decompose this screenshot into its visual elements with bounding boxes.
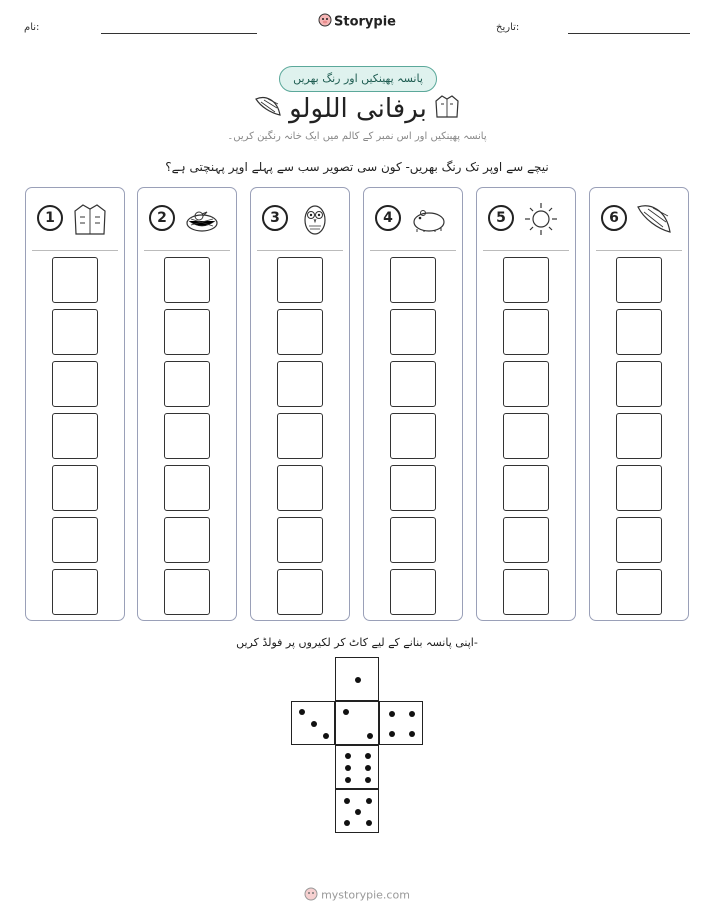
color-box[interactable] bbox=[52, 517, 98, 563]
die-face-2 bbox=[335, 701, 379, 745]
column-number: 2 bbox=[149, 205, 175, 231]
column-divider bbox=[596, 250, 682, 251]
column-1 bbox=[25, 187, 125, 621]
column-2 bbox=[137, 187, 237, 621]
color-box[interactable] bbox=[277, 309, 323, 355]
pig-icon bbox=[304, 886, 318, 905]
date-line[interactable] bbox=[568, 33, 690, 34]
column-divider bbox=[257, 250, 343, 251]
lemming-icon bbox=[408, 201, 448, 237]
column-number: 4 bbox=[375, 205, 401, 231]
die-pip bbox=[323, 733, 329, 739]
die-pip bbox=[344, 798, 350, 804]
color-box[interactable] bbox=[616, 517, 662, 563]
jacket-icon bbox=[433, 92, 461, 127]
column-5 bbox=[476, 187, 576, 621]
die-pip bbox=[345, 765, 351, 771]
die-pip bbox=[344, 820, 350, 826]
sun-icon bbox=[521, 201, 561, 237]
column-divider bbox=[144, 250, 230, 251]
color-box[interactable] bbox=[390, 465, 436, 511]
color-box[interactable] bbox=[164, 465, 210, 511]
color-box[interactable] bbox=[503, 465, 549, 511]
die-pip bbox=[409, 711, 415, 717]
column-number: 5 bbox=[488, 205, 514, 231]
column-4 bbox=[363, 187, 463, 621]
color-box[interactable] bbox=[616, 465, 662, 511]
color-box[interactable] bbox=[616, 361, 662, 407]
column-divider bbox=[370, 250, 456, 251]
owl-icon bbox=[295, 201, 335, 237]
color-box[interactable] bbox=[277, 569, 323, 615]
column-divider bbox=[32, 250, 118, 251]
die-pip bbox=[365, 777, 371, 783]
color-box[interactable] bbox=[277, 257, 323, 303]
die-face-5 bbox=[335, 789, 379, 833]
column-number: 6 bbox=[601, 205, 627, 231]
color-box[interactable] bbox=[277, 361, 323, 407]
die-pip bbox=[389, 711, 395, 717]
color-box[interactable] bbox=[390, 413, 436, 459]
die-pip bbox=[311, 721, 317, 727]
color-box[interactable] bbox=[277, 413, 323, 459]
die-pip bbox=[409, 731, 415, 737]
die-pip bbox=[365, 753, 371, 759]
color-box[interactable] bbox=[503, 413, 549, 459]
column-number: 3 bbox=[262, 205, 288, 231]
die-pip bbox=[355, 809, 361, 815]
wing-icon bbox=[634, 201, 674, 237]
color-box[interactable] bbox=[616, 309, 662, 355]
footer-url[interactable]: mystorypie.com bbox=[321, 888, 410, 902]
page-title bbox=[0, 92, 714, 127]
die-face-4 bbox=[379, 701, 423, 745]
color-box[interactable] bbox=[616, 413, 662, 459]
pig-icon bbox=[318, 12, 332, 32]
column-6 bbox=[589, 187, 689, 621]
color-box[interactable] bbox=[390, 361, 436, 407]
color-box[interactable] bbox=[52, 413, 98, 459]
column-divider bbox=[483, 250, 569, 251]
die-pip bbox=[345, 777, 351, 783]
die-pip bbox=[345, 753, 351, 759]
die-pip bbox=[343, 709, 349, 715]
wing-icon bbox=[253, 93, 283, 126]
brand-name: Storypie bbox=[334, 14, 396, 30]
die-face-1 bbox=[335, 657, 379, 701]
fold-instruction: اپنی پانسہ بنانے کے لیے کاٹ کر لکیروں پر فولڈ کریں- bbox=[236, 636, 478, 649]
name-label: نام: bbox=[24, 22, 40, 33]
color-box[interactable] bbox=[164, 361, 210, 407]
column-3 bbox=[250, 187, 350, 621]
die-face-3 bbox=[291, 701, 335, 745]
color-box[interactable] bbox=[390, 569, 436, 615]
color-box[interactable] bbox=[52, 361, 98, 407]
title-text: برفانی اللولو bbox=[289, 94, 427, 124]
name-line[interactable] bbox=[101, 33, 257, 34]
color-box[interactable] bbox=[503, 569, 549, 615]
footer bbox=[0, 886, 714, 905]
color-box[interactable] bbox=[390, 517, 436, 563]
color-box[interactable] bbox=[164, 517, 210, 563]
column-number: 1 bbox=[37, 205, 63, 231]
date-label: تاریخ: bbox=[496, 22, 520, 33]
nest-icon bbox=[182, 201, 222, 237]
color-box[interactable] bbox=[164, 309, 210, 355]
die-pip bbox=[366, 820, 372, 826]
subtitle: پانسہ پھینکیں اور اس نمبر کے کالم میں ایک خانہ رنگین کریں۔ bbox=[227, 131, 487, 142]
die-pip bbox=[365, 765, 371, 771]
color-box[interactable] bbox=[616, 257, 662, 303]
activity-tag: پانسہ پھینکیں اور رنگ بھریں bbox=[279, 66, 437, 92]
die-pip bbox=[366, 798, 372, 804]
color-box[interactable] bbox=[277, 517, 323, 563]
die-pip bbox=[367, 733, 373, 739]
die-pip bbox=[355, 677, 361, 683]
brand-logo bbox=[0, 12, 714, 32]
color-box[interactable] bbox=[52, 257, 98, 303]
color-box[interactable] bbox=[52, 309, 98, 355]
color-box[interactable] bbox=[503, 257, 549, 303]
color-box[interactable] bbox=[164, 413, 210, 459]
color-box[interactable] bbox=[503, 361, 549, 407]
color-box[interactable] bbox=[616, 569, 662, 615]
color-box[interactable] bbox=[390, 309, 436, 355]
color-box[interactable] bbox=[52, 569, 98, 615]
color-box[interactable] bbox=[390, 257, 436, 303]
die-pip bbox=[299, 709, 305, 715]
instruction-text: نیچے سے اوپر تک رنگ بھریں- کون سی تصویر سب سے پہلے اوپر پہنچتی ہے؟ bbox=[165, 160, 549, 174]
color-box[interactable] bbox=[164, 569, 210, 615]
color-box[interactable] bbox=[503, 309, 549, 355]
die-pip bbox=[389, 731, 395, 737]
color-box[interactable] bbox=[503, 517, 549, 563]
color-box[interactable] bbox=[164, 257, 210, 303]
color-box[interactable] bbox=[52, 465, 98, 511]
jacket-icon bbox=[70, 201, 110, 237]
color-box[interactable] bbox=[277, 465, 323, 511]
die-face-6 bbox=[335, 745, 379, 789]
